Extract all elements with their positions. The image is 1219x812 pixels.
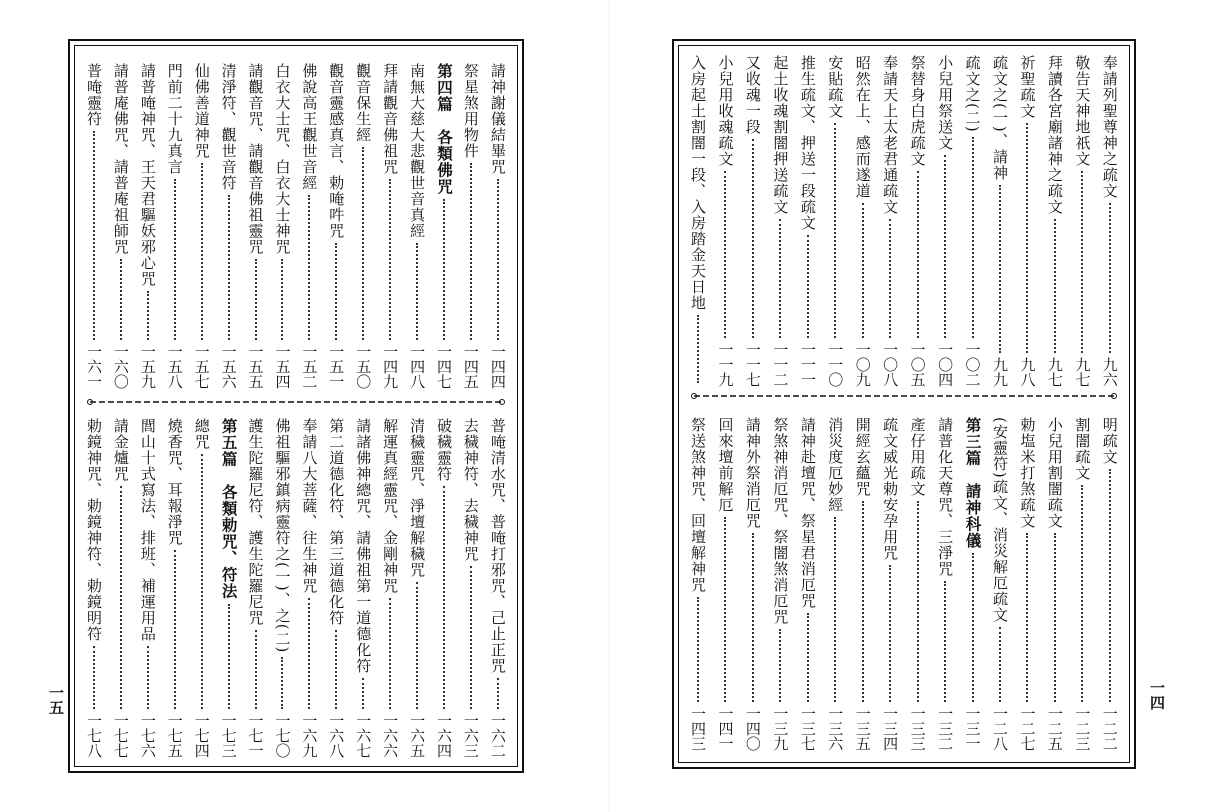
toc-entry [906,417,930,751]
toc-entry-title: 祭星煞用物件 [461,63,480,159]
toc-entry-page-number: 一二二 [1100,706,1119,751]
toc-leader-dots [255,630,257,709]
toc-entry-page-number: 九七 [1045,357,1064,387]
toc-entry-title: 奉請列聖尊神之疏文 [1100,55,1119,199]
toc-entry-title: 奉請天上太老君通疏文 [881,55,900,215]
toc-entry-title: 割闇疏文 [1073,417,1092,481]
left-page-folio: 一五 [47,685,65,715]
toc-entry [297,418,321,758]
toc-entry-page-number: 一五九 [138,344,157,389]
toc-entry [988,417,1012,751]
toc-entry-page-number: 一四一 [716,706,735,751]
toc-entry-page-number: 一二五 [1045,706,1064,751]
toc-entry [297,63,321,389]
toc-entry-title: 第三篇 請神科儀 [963,417,983,549]
toc-entry-page-number: 一七〇 [273,713,292,758]
toc-leader-dots [862,203,864,338]
toc-entry [851,417,875,751]
toc-leader-dots [724,171,726,338]
toc-leader-dots [972,137,974,338]
toc-entry-page-number: 九七 [1073,357,1092,387]
toc-entry-page-number: 一一一 [798,342,817,387]
toc-leader-dots [335,243,337,340]
toc-entry-title: 請觀音咒、請觀音佛祖靈咒 [246,63,265,255]
toc-entry [109,63,133,389]
toc-entry-page-number: 一三四 [881,706,900,751]
toc-entry-title: 佛祖驅邪鎮病靈符之(一)、之(二) [273,418,292,654]
toc-entry-title: 普唵清水咒、普唵打邪咒、己止正咒 [488,418,507,674]
toc-entry-title: 總咒 [192,418,211,450]
toc-leader-dots [281,657,283,709]
toc-leader-dots [147,291,149,340]
toc-entry-title: (安靈符)疏文、消災解厄疏文 [990,417,1009,623]
toc-entry-title: 敬告天神地祇文 [1073,55,1092,167]
toc-leader-dots [120,259,122,340]
toc-leader-dots [697,597,699,702]
toc-entry-page-number: 一六八 [327,713,346,758]
toc-entry [1070,55,1094,387]
toc-entry-page-number: 一六二 [488,713,507,758]
toc-entry-page-number: 一五一 [327,344,346,389]
toc-leader-dots [999,185,1001,353]
toc-entry [686,55,710,387]
toc-section-heading [961,417,985,751]
toc-entry [82,63,106,389]
toc-entry-title: 閭山十式寫法、排班、補運用品 [138,418,157,642]
toc-entry-title: 勅鏡神咒、勅鏡神符、勅鏡明符 [85,418,103,642]
toc-entry-title: 推生疏文、押送一段疏文 [798,55,817,231]
toc-entry [163,63,187,389]
toc-leader-dots [389,598,391,709]
toc-entry-title: 請諸佛神總咒、請佛祖第一道德化符 [354,418,373,674]
toc-leader-dots [1026,123,1028,353]
toc-entry-page-number: 一五〇 [354,344,373,389]
toc-entry-page-number: 一三七 [798,706,817,751]
toc-entry-page-number: 一六四 [434,713,453,758]
toc-entry-title: 開經玄蘊咒 [853,417,872,497]
toc-entry-title: 祭煞神消厄咒、祭闇煞消厄咒 [771,417,790,625]
toc-entry-page-number: 一五四 [273,344,292,389]
toc-entry-title: 消災度厄妙經 [826,417,845,513]
toc-entry-title: 請普化天尊咒、三淨咒 [936,417,955,577]
toc-leader-dots [834,517,836,702]
toc-leader-dots [416,243,418,340]
toc-leader-dots [174,550,176,709]
left-page-divider [86,399,506,405]
toc-leader-dots [752,533,754,702]
toc-entry [1070,417,1094,751]
toc-entry-page-number: 一二八 [990,706,1009,751]
toc-leader-dots [1109,469,1111,702]
toc-entry-title: 第五篇 各類勅咒、符法 [219,418,239,600]
toc-entry-page-number: 一〇八 [881,342,900,387]
toc-entry [1043,55,1067,387]
toc-entry-page-number: 一六七 [354,713,373,758]
toc-entry-page-number: 一七八 [85,713,103,758]
toc-entry-page-number: 一一九 [716,342,735,387]
toc-leader-dots [362,147,364,340]
toc-leader-dots [308,598,310,709]
toc-entry-title: 起土收魂割闇押送疏文 [771,55,790,215]
toc-leader-dots [228,604,230,709]
toc-entry [878,417,902,751]
toc-entry-page-number: 一六五 [408,713,427,758]
toc-leader-dots [1026,533,1028,702]
toc-section-heading [432,63,456,389]
toc-entry-title: 佛說高王觀世音經 [300,63,319,191]
toc-leader-dots [1054,533,1056,702]
toc-entry-title: 又收魂一段 [743,55,762,135]
toc-entry [961,55,985,387]
toc-entry [324,63,348,389]
toc-entry [741,417,765,751]
toc-leader-dots [443,486,445,709]
toc-entry-title: 請金爐咒 [111,418,130,482]
toc-entry-title: 拜請觀音佛祖咒 [381,63,400,175]
toc-entry-page-number: 一五二 [300,344,319,389]
toc-entry-page-number: 一三六 [826,706,845,751]
toc-entry-title: 解運真經靈咒、金剛神咒 [381,418,400,594]
toc-entry-page-number: 九九 [990,357,1009,387]
toc-entry-title: 入房起土割闇一段、入房踏金天日地 [689,55,707,311]
toc-leader-dots [944,155,946,338]
toc-entry-page-number: 一一二 [771,342,790,387]
toc-entry-title: 祭替身白虎疏文 [908,55,927,167]
toc-entry-page-number: 一〇九 [853,342,872,387]
toc-entry-page-number: 一五六 [219,344,238,389]
toc-entry-title: 安貼疏文 [826,55,845,119]
toc-entry-title: 清穢靈咒、淨壇解穢咒 [408,418,427,578]
toc-leader-dots [362,678,364,709]
toc-entry [768,417,792,751]
toc-entry-title: 觀音保生經 [354,63,373,143]
toc-leader-dots [120,486,122,709]
toc-leader-dots [416,582,418,709]
toc-entry-title: 疏文之(一)、請神 [990,55,1009,181]
toc-leader-dots [174,179,176,340]
toc-entry-page-number: 一六〇 [111,344,130,389]
toc-entry [933,55,957,387]
toc-entry [217,63,241,389]
toc-entry [1098,55,1122,387]
toc-entry-page-number: 一一〇 [826,342,845,387]
toc-entry [270,418,294,758]
toc-entry-page-number: 一〇二 [963,342,982,387]
toc-entry-page-number: 一七一 [246,713,265,758]
toc-entry-page-number: 一四四 [488,344,507,389]
toc-entry-title: 請神謝儀結畢咒 [488,63,507,175]
toc-entry-page-number: 一五八 [165,344,184,389]
right-page-divider [690,393,1118,399]
toc-entry [378,418,402,758]
toc-entry [796,55,820,387]
toc-leader-dots [972,553,974,702]
toc-leader-dots [697,315,699,383]
toc-entry [741,55,765,387]
toc-entry-title: 白衣大士咒、白衣大士神咒 [273,63,292,255]
toc-entry-title: 奉請八大菩薩、往生神咒 [300,418,319,594]
toc-entry [823,417,847,751]
toc-entry-page-number: 一七六 [138,713,157,758]
toc-entry-title: 護生陀羅尼符、護生陀羅尼咒 [246,418,265,626]
toc-leader-dots [201,163,203,340]
toc-leader-dots [807,235,809,338]
toc-entry [136,418,160,758]
toc-entry [878,55,902,387]
toc-leader-dots [228,195,230,340]
toc-entry-title: 疏文威光勅安孕用咒 [881,417,900,561]
toc-entry [378,63,402,389]
toc-entry-page-number: 一〇五 [908,342,927,387]
toc-leader-dots [389,179,391,340]
toc-entry-page-number: 一七三 [219,713,238,758]
toc-entry [405,63,429,389]
toc-entry [432,418,456,758]
toc-leader-dots [335,630,337,709]
toc-entry-title: 產仔用疏文 [908,417,927,497]
toc-entry-title: 第四篇 各類佛咒 [434,63,454,195]
toc-entry-title: 觀音靈感真言、勅唵吽咒 [327,63,346,239]
toc-leader-dots [752,139,754,338]
toc-entry-title: 祈聖疏文 [1018,55,1037,119]
toc-leader-dots [999,627,1001,702]
toc-entry [190,418,214,758]
toc-entry-page-number: 九六 [1100,357,1119,387]
toc-leader-dots [1109,203,1111,353]
toc-entry [163,418,187,758]
left-page-bottom-list [82,418,510,758]
toc-entry-page-number: 一六一 [85,344,103,389]
toc-entry-title: 清淨符、觀世音符 [219,63,238,191]
toc-leader-dots [779,219,781,338]
toc-entry-title: 仙佛善道神咒 [192,63,211,159]
toc-entry-page-number: 一三九 [771,706,790,751]
toc-entry [459,63,483,389]
toc-leader-dots [834,123,836,338]
toc-entry-page-number: 一七五 [165,713,184,758]
toc-entry-title: 南無大慈大悲觀世音真經 [408,63,427,239]
right-page-bottom-list [686,417,1122,751]
toc-leader-dots [917,171,919,338]
toc-entry [851,55,875,387]
toc-entry-page-number: 一五七 [192,344,211,389]
toc-leader-dots [779,629,781,702]
toc-entry-page-number: 一四五 [461,344,480,389]
toc-entry-title: 祭送煞神咒、回壇解神咒 [689,417,707,593]
toc-entry [351,63,375,389]
toc-entry-page-number: 一六六 [381,713,400,758]
toc-entry-title: 拜讀各宮廟諸神之疏文 [1045,55,1064,215]
toc-entry-title: 回來壇前解厄 [716,417,735,513]
toc-entry [906,55,930,387]
toc-entry [486,63,510,389]
toc-entry-title: 明疏文 [1100,417,1119,465]
toc-leader-dots [497,678,499,709]
toc-leader-dots [497,179,499,340]
toc-entry-page-number: 一四〇 [743,706,762,751]
toc-entry [1015,417,1039,751]
toc-entry-page-number: 一〇四 [936,342,955,387]
toc-entry-page-number: 一七四 [192,713,211,758]
toc-leader-dots [889,565,891,702]
toc-entry-page-number: 一三三 [908,706,927,751]
toc-leader-dots [470,163,472,340]
toc-leader-dots [93,646,95,709]
left-page-frame [68,39,524,773]
right-page-top-list [686,55,1122,387]
toc-entry [823,55,847,387]
toc-leader-dots [255,259,257,340]
toc-entry-page-number: 一七七 [111,713,130,758]
toc-entry-title: 請普庵佛咒、請普庵祖師咒 [111,63,130,255]
toc-section-heading [217,418,241,758]
toc-entry [486,418,510,758]
toc-entry [988,55,1012,387]
toc-leader-dots [889,219,891,338]
toc-entry-page-number: 一五五 [246,344,265,389]
toc-entry-page-number: 一二七 [1018,706,1037,751]
toc-leader-dots [807,613,809,702]
toc-entry-title: 請普唵神咒、王天君驅妖邪心咒 [138,63,157,287]
toc-entry [459,418,483,758]
toc-entry-page-number: 一三一 [963,706,982,751]
toc-entry-page-number: 一四九 [381,344,400,389]
toc-entry-page-number: 一四八 [408,344,427,389]
toc-entry-page-number: 一六三 [461,713,480,758]
toc-entry-page-number: 一三五 [853,706,872,751]
toc-leader-dots [281,259,283,340]
right-page-folio: 一四 [1148,680,1166,710]
toc-entry-title: 小兒用割闇疏文 [1045,417,1064,529]
toc-leader-dots [1081,485,1083,702]
toc-leader-dots [1054,219,1056,353]
toc-leader-dots [308,195,310,340]
toc-entry-title: 昭然在上、感而遂道 [853,55,872,199]
toc-entry [405,418,429,758]
toc-entry [136,63,160,389]
toc-entry-title: 小兒用祭送文 [936,55,955,151]
toc-entry-title: 請神赴壇咒、祭星君消厄咒 [798,417,817,609]
toc-entry [324,418,348,758]
toc-entry-title: 破穢靈符 [434,418,453,482]
toc-entry [1098,417,1122,751]
toc-entry [686,417,710,751]
right-page-frame [672,39,1136,769]
book-gutter [609,0,610,812]
toc-entry-page-number: 九八 [1018,357,1037,387]
toc-leader-dots [201,454,203,709]
toc-entry-title: 去穢神符、去穢神咒 [461,418,480,562]
toc-entry-page-number: 一三二 [936,706,955,751]
toc-entry-title: 門前二十九真言 [165,63,184,175]
toc-entry [244,63,268,389]
toc-entry-title: 疏文之(二) [963,55,982,133]
toc-entry-title: 勅塩米打煞疏文 [1018,417,1037,529]
toc-entry-title: 請神外祭消厄咒 [743,417,762,529]
toc-entry [713,55,737,387]
toc-entry [82,418,106,758]
toc-entry-title: 小兒用收魂疏文 [716,55,735,167]
toc-entry [933,417,957,751]
toc-entry [109,418,133,758]
toc-entry [713,417,737,751]
toc-entry [796,417,820,751]
toc-entry-page-number: 一一七 [743,342,762,387]
toc-leader-dots [724,517,726,702]
toc-leader-dots [443,199,445,340]
toc-entry-page-number: 一二三 [1073,706,1092,751]
toc-entry-page-number: 一六九 [300,713,319,758]
toc-leader-dots [470,566,472,709]
toc-entry [1015,55,1039,387]
toc-leader-dots [862,501,864,702]
left-page-top-list [82,63,510,389]
toc-entry-title: 燒香咒、耳報淨咒 [165,418,184,546]
toc-entry-page-number: 一四七 [434,344,453,389]
toc-entry [351,418,375,758]
toc-leader-dots [147,646,149,709]
toc-entry-page-number: 一四三 [689,706,707,751]
toc-entry [244,418,268,758]
toc-entry [190,63,214,389]
toc-leader-dots [1081,171,1083,353]
toc-entry-title: 第二道德化符、第三道德化符 [327,418,346,626]
toc-entry-title: 普唵靈符 [85,63,103,127]
toc-leader-dots [944,581,946,702]
toc-entry [270,63,294,389]
toc-entry [768,55,792,387]
toc-entry [1043,417,1067,751]
toc-leader-dots [93,131,95,340]
toc-leader-dots [917,501,919,702]
